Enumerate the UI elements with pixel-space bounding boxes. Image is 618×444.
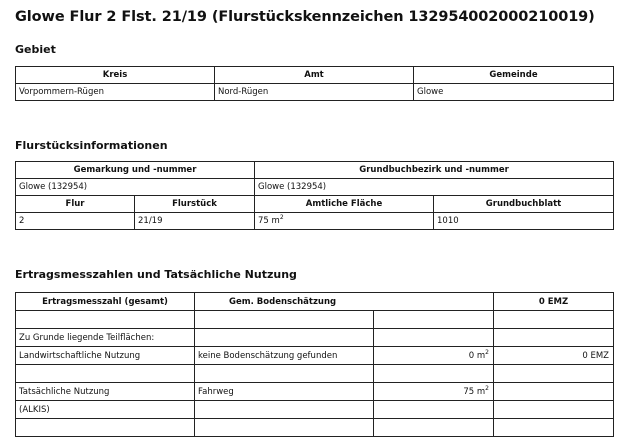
ertrag-table	[15, 292, 614, 437]
flaeche-value: 75 m	[258, 216, 280, 226]
teilflaechen-label: Zu Grunde liegende Teilflächen:	[16, 329, 195, 347]
empty-cell	[374, 401, 494, 419]
header-amtliche-flaeche: Amtliche Fläche	[255, 196, 434, 213]
tatsaechlich-area	[374, 383, 494, 401]
empty-cell	[374, 419, 494, 437]
alkis-label: (ALKIS)	[16, 401, 195, 419]
value-grundbuchbezirk: Glowe (132954)	[255, 179, 614, 196]
section-heading-flurstuecksinformationen: Flurstücksinformationen	[15, 139, 168, 152]
table-row	[16, 347, 614, 365]
header-emz: 0 EMZ	[494, 293, 614, 311]
table-row	[16, 213, 614, 230]
table-row	[16, 401, 614, 419]
header-flurstueck: Flurstück	[135, 196, 255, 213]
value-amt: Nord-Rügen	[215, 84, 414, 101]
table-header-row	[16, 162, 614, 179]
empty-cell	[494, 311, 614, 329]
header-grundbuchbezirk: Grundbuchbezirk und -nummer	[255, 162, 614, 179]
header-amt: Amt	[215, 67, 414, 84]
header-ertragsmesszahl: Ertragsmesszahl (gesamt)	[16, 293, 195, 311]
table-row	[16, 84, 614, 101]
table-row	[16, 329, 614, 347]
empty-cell	[16, 365, 195, 383]
header-empty	[374, 293, 494, 311]
header-grundbuchblatt: Grundbuchblatt	[434, 196, 614, 213]
table-header-row	[16, 293, 614, 311]
header-gemeinde: Gemeinde	[414, 67, 614, 84]
header-gemarkung: Gemarkung und -nummer	[16, 162, 255, 179]
tatsaechlich-label: Tatsächliche Nutzung	[16, 383, 195, 401]
empty-cell	[374, 329, 494, 347]
table-row	[16, 311, 614, 329]
landwirtschaft-area	[374, 347, 494, 365]
table-header-row	[16, 196, 614, 213]
table-header-row	[16, 67, 614, 84]
gebiet-table	[15, 66, 614, 101]
table-row	[16, 419, 614, 437]
empty-cell	[494, 419, 614, 437]
header-flur: Flur	[16, 196, 135, 213]
empty-cell	[494, 329, 614, 347]
value-grundbuchblatt: 1010	[434, 213, 614, 230]
landwirtschaft-emz: 0 EMZ	[494, 347, 614, 365]
unit-superscript: 2	[485, 348, 489, 356]
section-heading-ertragsmesszahlen: Ertragsmesszahlen und Tatsächliche Nutzung	[15, 268, 297, 281]
empty-cell	[16, 311, 195, 329]
value-amtliche-flaeche	[255, 213, 434, 230]
empty-cell	[374, 311, 494, 329]
section-heading-gebiet: Gebiet	[15, 43, 56, 56]
empty-cell	[374, 365, 494, 383]
empty-cell	[195, 419, 374, 437]
empty-cell	[494, 365, 614, 383]
value-gemeinde: Glowe	[414, 84, 614, 101]
table-row	[16, 383, 614, 401]
empty-cell	[195, 329, 374, 347]
table-row	[16, 365, 614, 383]
value-flur: 2	[16, 213, 135, 230]
value-flurstueck: 21/19	[135, 213, 255, 230]
table-row	[16, 179, 614, 196]
empty-cell	[16, 419, 195, 437]
tatsaechlich-info: Fahrweg	[195, 383, 374, 401]
value-gemarkung: Glowe (132954)	[16, 179, 255, 196]
header-bodenschaetzung: Gem. Bodenschätzung	[195, 293, 374, 311]
empty-cell	[195, 311, 374, 329]
unit-superscript: 2	[279, 214, 284, 222]
value-kreis: Vorpommern-Rügen	[16, 84, 215, 101]
area-value: 75 m	[463, 386, 486, 397]
empty-cell	[195, 401, 374, 419]
empty-cell	[195, 365, 374, 383]
empty-cell	[494, 383, 614, 401]
landwirtschaft-label: Landwirtschaftliche Nutzung	[16, 347, 195, 365]
area-value: 0 m	[468, 350, 486, 361]
unit-superscript: 2	[485, 384, 489, 392]
document-title: Glowe Flur 2 Flst. 21/19 (Flurstückskennzeichen 132954002000210019)	[15, 9, 595, 25]
empty-cell	[494, 401, 614, 419]
header-kreis: Kreis	[16, 67, 215, 84]
landwirtschaft-info: keine Bodenschätzung gefunden	[195, 347, 374, 365]
flurstueck-table	[15, 161, 614, 230]
